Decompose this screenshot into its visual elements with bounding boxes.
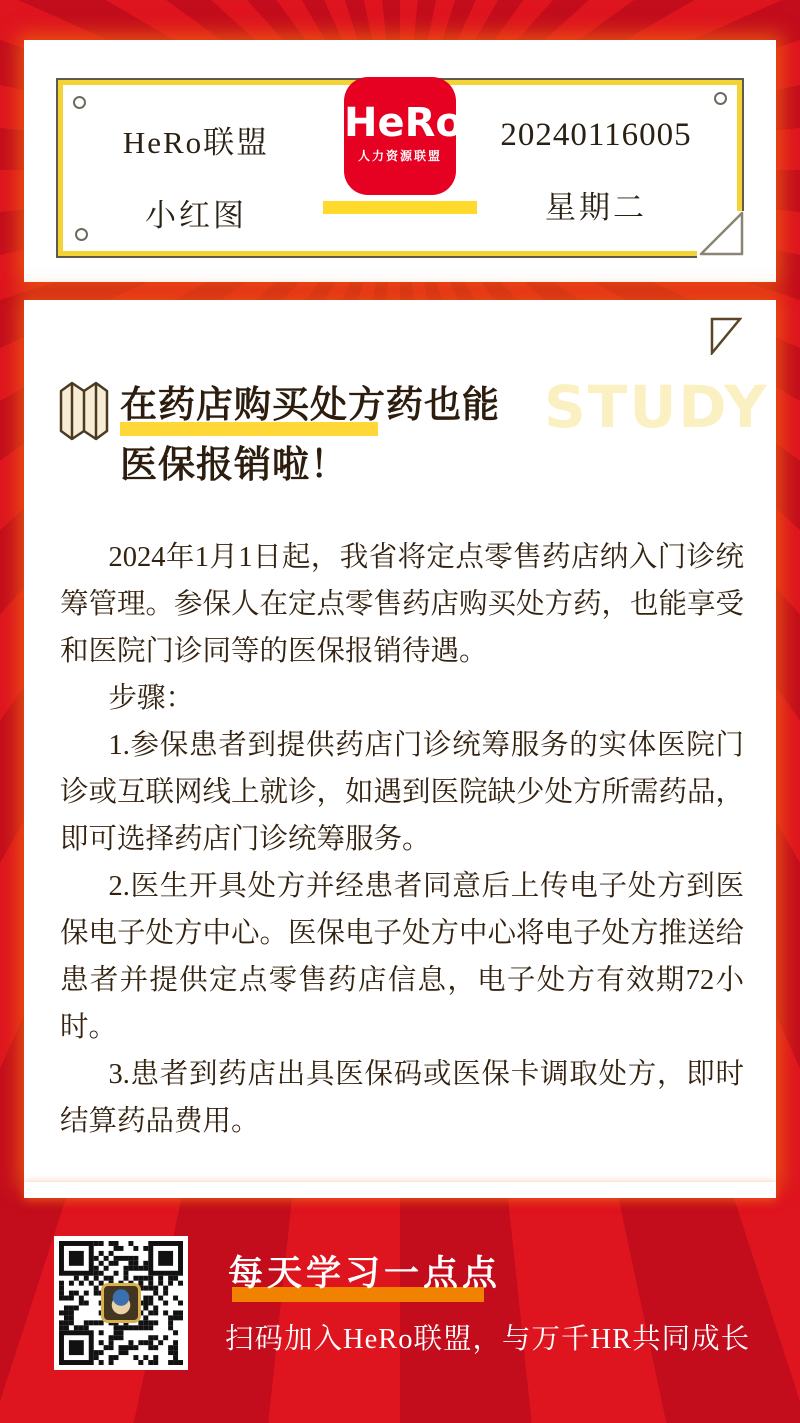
corner-flag-icon bbox=[710, 317, 742, 360]
issue-block bbox=[481, 85, 711, 227]
grommet-hole-icon bbox=[75, 228, 88, 241]
folded-corner-icon bbox=[697, 211, 745, 259]
card-zigzag-edge bbox=[24, 1182, 776, 1198]
grommet-hole-icon bbox=[73, 96, 86, 109]
paragraph-intro: 2024年1月1日起，我省将定点零售药店纳入门诊统筹管理。参保人在定点零售药店购买处方药，也能享受和医院门诊同等的医保报销待遇。 bbox=[60, 542, 745, 667]
paragraph-steps-label: 步骤： bbox=[108, 683, 194, 714]
grommet-hole-icon bbox=[714, 92, 727, 105]
article-body bbox=[60, 534, 744, 1145]
issue-number: 20240116005 bbox=[500, 117, 692, 153]
footer-subline: 扫码加入HeRo联盟，与万千HR共同成长 bbox=[225, 1324, 751, 1355]
article-card bbox=[24, 300, 776, 1182]
brand-block bbox=[91, 85, 301, 235]
paragraph-step-3: 3.患者到药店出具医保码或医保卡调取处方，即时结算药品费用。 bbox=[60, 1059, 744, 1137]
hero-logo-subtext: 人力资源联盟 bbox=[357, 149, 442, 163]
open-book-icon bbox=[58, 376, 110, 447]
article-title-line2: 医保报销啦！ bbox=[120, 445, 348, 486]
paragraph-step-2: 2.医生开具处方并经患者同意后上传电子处方到医保电子处方中心。医保电子处方中心将电子处方推送给患者并提供定点零售药店信息，电子处方有效期72小时。 bbox=[60, 871, 745, 1043]
paragraph-step-1: 1.参保患者到提供药店门诊统筹服务的实体医院门诊或互联网线上就诊，如遇到医院缺少处方所需药品，即可选择药店门诊统筹服务。 bbox=[60, 730, 745, 855]
header-card bbox=[24, 40, 776, 282]
footer-headline: 每天学习一点点 bbox=[228, 1254, 502, 1293]
article-title-line1: 在药店购买处方药也能 bbox=[120, 385, 500, 426]
brand-name: HeRo联盟 bbox=[122, 125, 270, 160]
qr-center-avatar bbox=[101, 1283, 141, 1323]
ticket bbox=[56, 78, 744, 258]
hero-logo-text: HeRo bbox=[344, 100, 463, 146]
logo-underline-bar bbox=[323, 201, 477, 214]
study-watermark: STUDY bbox=[544, 373, 769, 441]
hero-logo bbox=[344, 77, 463, 195]
weekday-label: 星期二 bbox=[545, 190, 647, 225]
article-title bbox=[120, 376, 500, 496]
brand-subtitle: 小红图 bbox=[145, 198, 247, 233]
qr-code bbox=[54, 1236, 188, 1370]
card-zigzag-wrap bbox=[24, 1182, 776, 1198]
